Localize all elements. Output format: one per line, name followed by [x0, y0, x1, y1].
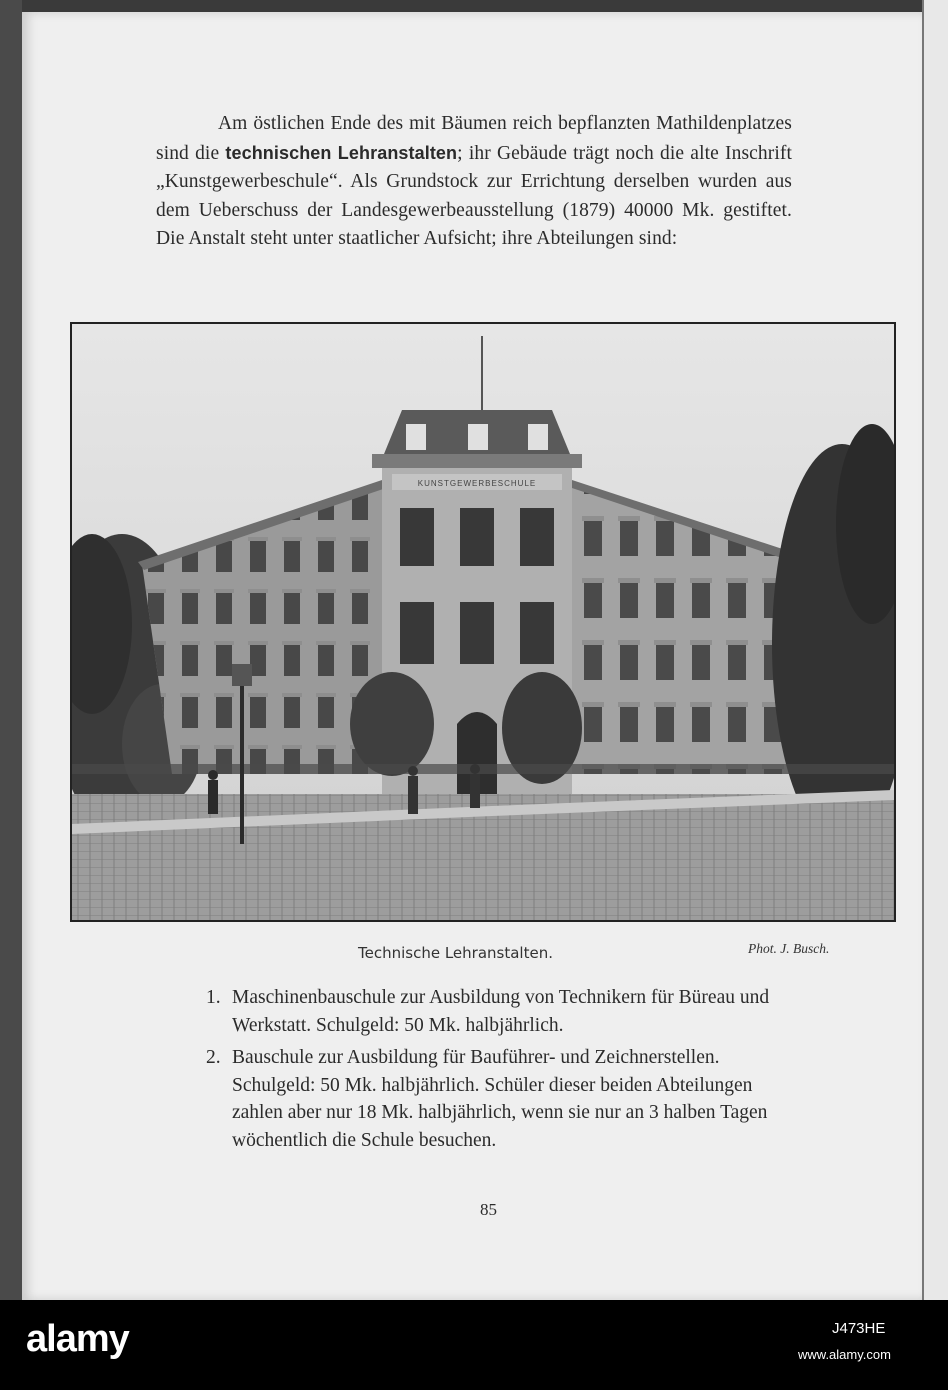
intro-text-start: Am östlichen Ende des mit Bäumen reich bepflanzten Mathildenplatzes sind die [156, 113, 792, 164]
list-item-number: 2. [206, 1047, 221, 1068]
intro-paragraph [156, 110, 792, 254]
stock-footer-bar [0, 1300, 948, 1390]
scan-edge-left [0, 0, 22, 1300]
page-number: 85 [480, 1200, 497, 1219]
scan-edge-right [922, 0, 948, 1300]
stock-image-id: J473HE [832, 1320, 886, 1337]
intro-text-end: ; ihr Gebäude trägt noch die alte Inschrift „Kunstgewerbeschule“. Als Grundstock zur Errichtung derselben wurden aus dem Ueberschuss der Landesgewerbeausstellung (1879) 40000 Mk. gestiftet. Die Anstalt steht unter staatlicher Aufsicht; ihre Abteilungen sind: [156, 142, 792, 249]
stock-logo: alamy [26, 1318, 129, 1360]
list-item-number: 1. [206, 987, 221, 1008]
photo-credit: Phot. J. Busch. [748, 941, 830, 956]
facade-inscription: KUNSTGEWERBESCHULE [417, 479, 537, 488]
list-item-text: Bauschule zur Ausbildung für Bauführer- und Zeichnerstellen. Schulgeld: 50 Mk. halbjährlich. Schüler dieser beiden Abteilungen zahlen aber nur 18 Mk. halbjährlich, wenn sie nur an 3 halben Tagen wöchentlich die Schule besuchen. [232, 1047, 768, 1151]
list-item-text: Maschinenbauschule zur Ausbildung von Technikern für Büreau und Werkstatt. Schulgeld: 50 Mk. halbjährlich. [232, 987, 770, 1036]
figure-caption: Technische Lehranstalten. [358, 944, 553, 962]
list-item [206, 984, 806, 1039]
intro-bold-term: technischen Lehranstalten [225, 142, 458, 163]
list-item [206, 1044, 806, 1154]
stock-url: www.alamy.com [798, 1347, 891, 1362]
building-photo [70, 322, 896, 922]
